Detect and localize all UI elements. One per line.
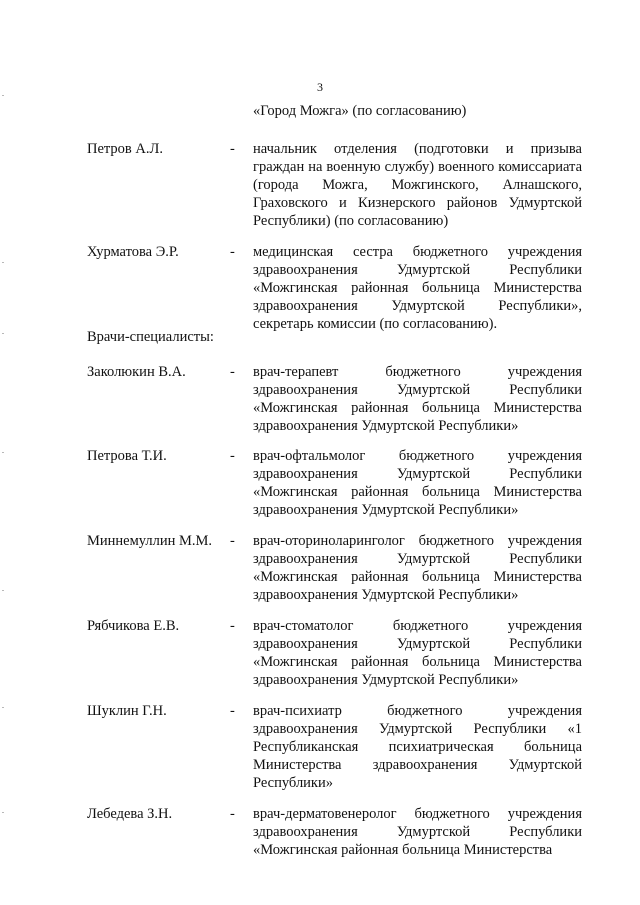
specialist-description: врач-дерматовенеролог бюджетного учреждения здравоохранения Удмуртской Республики «Можгинская районная больница Министерства (253, 806, 582, 858)
dash-separator: - (230, 364, 235, 380)
section-heading-specialists: Врачи-специалисты: (87, 329, 214, 345)
specialist-description: врач-терапевт бюджетного учреждения здравоохранения Удмуртской Республики «Можгинская районная больница Министерства здравоохранения Удмуртской Республики» (253, 364, 582, 434)
continuation-text: «Город Можга» (по согласованию) (253, 103, 467, 119)
dash-separator: - (230, 618, 235, 634)
dash-separator: - (230, 141, 235, 157)
specialist-name: Заколюкин В.А. (87, 364, 186, 380)
dash-separator: - (230, 703, 235, 719)
specialist-description: врач-стоматолог бюджетного учреждения здравоохранения Удмуртской Республики «Можгинская районная больница Министерства здравоохранения Удмуртской Республики» (253, 618, 582, 688)
member-name: Хурматова Э.Р. (87, 244, 179, 260)
specialist-name: Петрова Т.И. (87, 448, 167, 464)
scan-edge-marks (2, 0, 5, 905)
dash-separator: - (230, 448, 235, 464)
dash-separator: - (230, 244, 235, 260)
specialist-description: врач-психиатр бюджетного учреждения здравоохранения Удмуртской Республики «1 Республиканская психиатрическая больница Министерства здравоохранения Удмуртской Республики» (253, 703, 582, 791)
member-name: Петров А.Л. (87, 141, 163, 157)
specialist-name: Шуклин Г.Н. (87, 703, 167, 719)
member-description: начальник отделения (подготовки и призыва граждан на военную службу) военного комиссариата (города Можга, Можгинского, Алнашского, Граховского и Кизнерского районов Удмуртской Республики) (по согласованию) (253, 141, 582, 229)
specialist-description: врач-оториноларинголог бюджетного учреждения здравоохранения Удмуртской Республики «Можгинская районная больница Министерства здравоохранения Удмуртской Республики» (253, 533, 582, 603)
specialist-name: Рябчикова Е.В. (87, 618, 180, 634)
dash-separator: - (230, 533, 235, 549)
member-description: медицинская сестра бюджетного учреждения здравоохранения Удмуртской Республики «Можгинская районная больница Министерства здравоохранения Удмуртской Республики», секретарь комиссии (по согласованию). (253, 244, 582, 332)
specialist-name: Лебедева З.Н. (87, 806, 173, 822)
page-number: 3 (317, 80, 323, 94)
specialist-name: Миннемуллин М.М. (87, 533, 213, 549)
dash-separator: - (230, 806, 235, 822)
specialist-description: врач-офтальмолог бюджетного учреждения здравоохранения Удмуртской Республики «Можгинская районная больница Министерства здравоохранения Удмуртской Республики» (253, 448, 582, 518)
